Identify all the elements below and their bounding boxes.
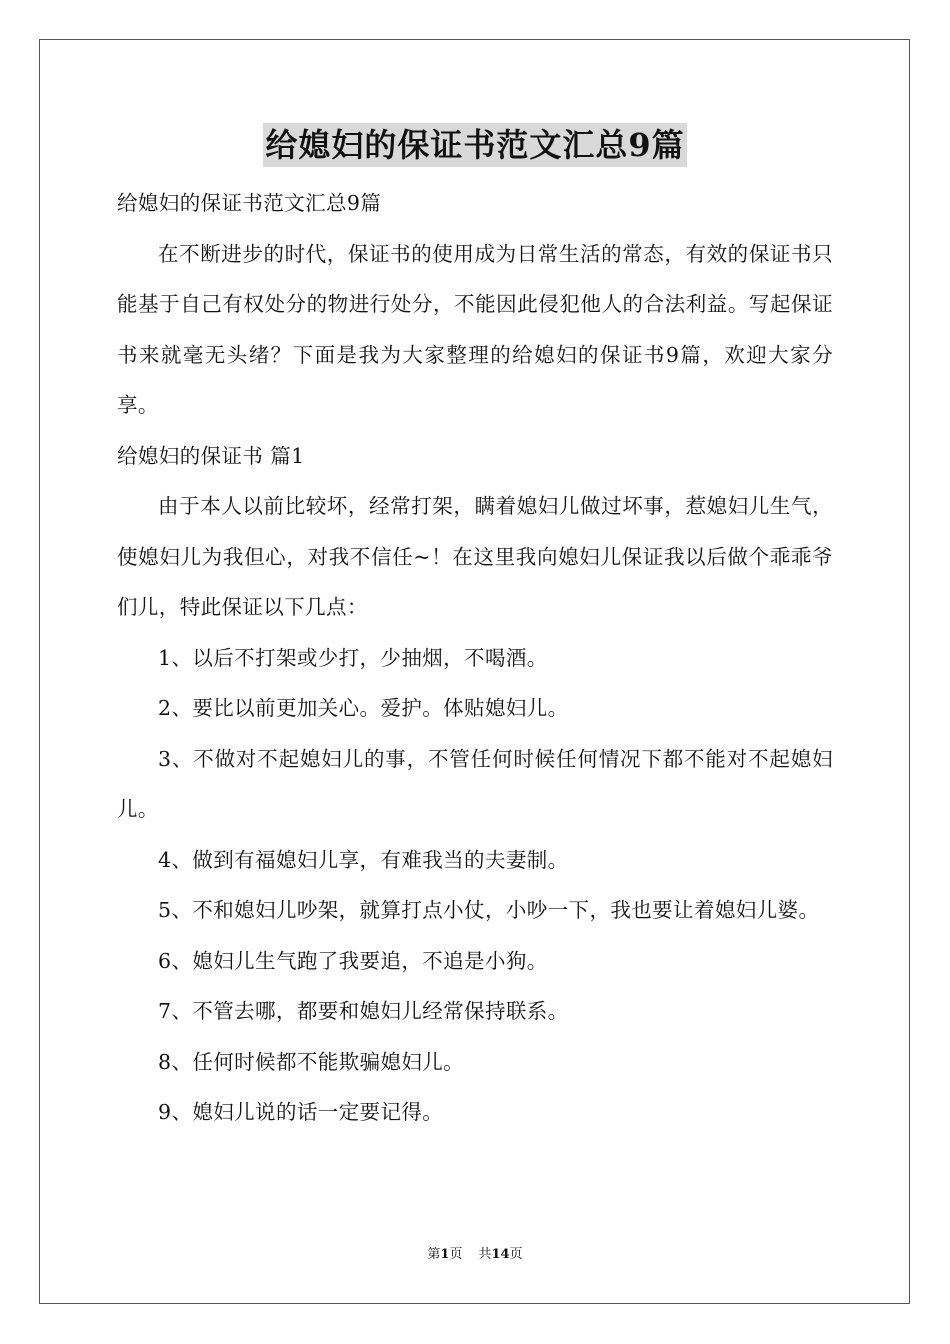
list-item: 7、不管去哪，都要和媳妇儿经常保持联系。 [158, 999, 569, 1023]
document-title: 给媳妇的保证书范文汇总9篇 [263, 123, 686, 167]
section-body-paragraph: 由于本人以前比较坏，经常打架，瞒着媳妇儿做过坏事，惹媳妇儿生气，使媳妇儿为我但心，对我不信任~！在这里我向媳妇儿保证我以后做个乖乖爷们儿，特此保证以下几点： [117, 494, 833, 619]
list-item: 5、不和媳妇儿吵架，就算打点小仗，小吵一下，我也要让着媳妇儿婆。 [158, 898, 820, 922]
total-suffix: 页 [509, 1247, 523, 1262]
list-item: 4、做到有福媳妇儿享，有难我当的夫妻制。 [158, 847, 569, 872]
list-item: 8、任何时候都不能欺骗媳妇儿。 [158, 1049, 465, 1074]
list-item: 3、不做对不起媳妇儿的事，不管任何时候任何情况下都不能对不起媳妇儿。 [117, 746, 833, 821]
total-pages-number: 14 [491, 1247, 510, 1262]
section-heading: 给媳妇的保证书 篇1 [117, 443, 305, 468]
document-subtitle: 给媳妇的保证书范文汇总9篇 [117, 191, 382, 215]
page-prefix: 第 [427, 1247, 441, 1262]
page-suffix: 页 [449, 1247, 463, 1262]
intro-paragraph: 在不断进步的时代，保证书的使用成为日常生活的常态，有效的保证书只能基于自己有权处分的物进行处分，不能因此侵犯他人的合法利益。写起保证书来就毫无头绪？下面是我为大家整理的给媳妇的保证书9篇，欢迎大家分享。 [117, 241, 833, 417]
document-body [117, 178, 833, 1138]
page-footer [0, 1246, 950, 1264]
list-item: 6、媳妇儿生气跑了我要追，不追是小狗。 [158, 948, 548, 973]
list-item: 9、媳妇儿说的话一定要记得。 [158, 1100, 444, 1124]
title-container [0, 123, 950, 167]
list-item: 2、要比以前更加关心。爱护。体贴媳妇儿。 [158, 696, 569, 720]
total-prefix: 共 [478, 1247, 492, 1262]
list-item: 1、以后不打架或少打，少抽烟，不喝酒。 [158, 645, 548, 670]
current-page-number: 1 [440, 1247, 450, 1262]
